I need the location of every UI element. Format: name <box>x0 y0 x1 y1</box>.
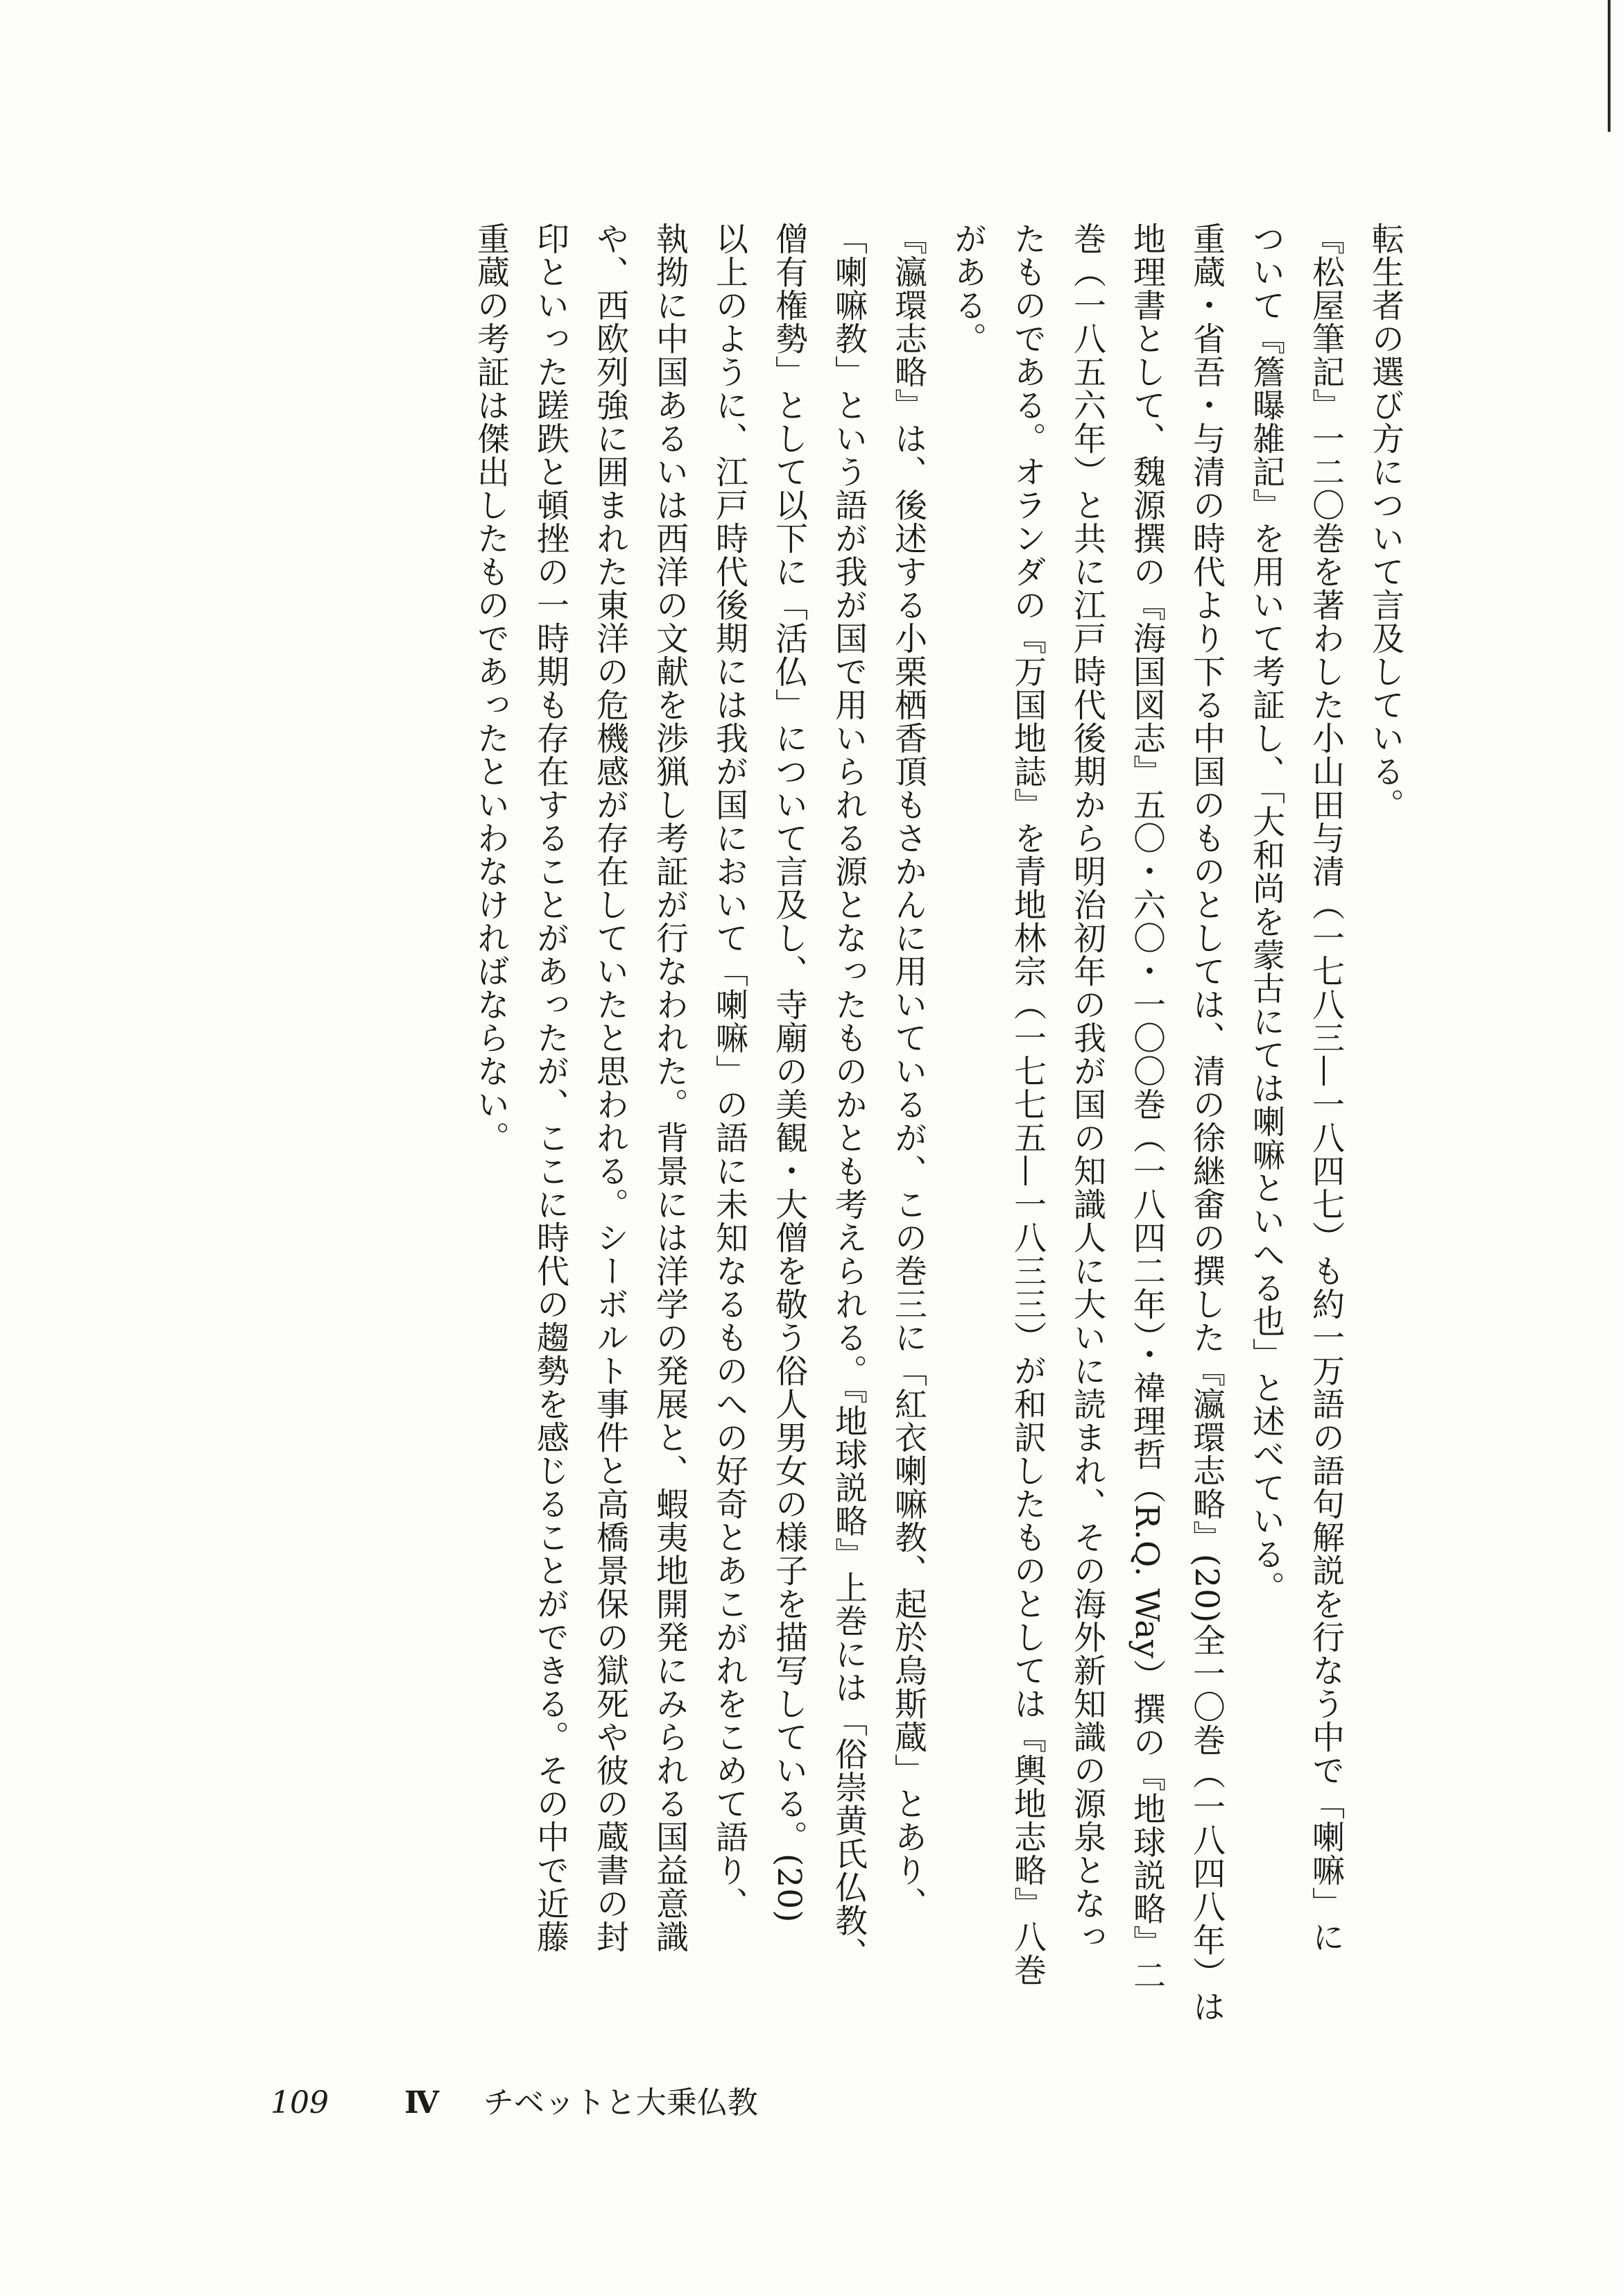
text-line: 印といった蹉跌と頓挫の一時期も存在することがあったが、ここに時代の趨勢を感じることができる。その中で近藤 <box>531 222 569 1953</box>
text-line: 僧有権勢」として以下に「活仏」について言及し、寺廟の美観・大僧を敬う俗人男女の様子を描写している。(20) <box>770 222 808 1924</box>
text-line: 執拗に中国あるいは西洋の文献を渉猟し考証が行なわれた。背景には洋学の発展と、蝦夷地開発にみられる国益意識 <box>651 222 689 1953</box>
text-line: ついて『簷曝雑記』を用いて考証し、「大和尚を蒙古にては喇嘛といへる也」と述べている。 <box>1247 222 1285 1604</box>
text-line: 重蔵の考証は傑出したものであったといわなければならない。 <box>472 222 510 1154</box>
text-line: 巻（一八五六年）と共に江戸時代後期から明治初年の我が国の知識人に大いに読まれ、その海外新知識の源泉となっ <box>1068 222 1106 1953</box>
text-line: たものである。オランダの『万国地誌』を青地林宗（一七七五—一八三三）が和訳したものとしては『輿地志略』八巻 <box>1008 222 1047 1987</box>
text-line: がある。 <box>949 222 987 355</box>
text-line: や、西欧列強に囲まれた東洋の危機感が存在していたと思われる。シーボルト事件と高橋景保の獄死や彼の蔵書の封 <box>591 222 629 1953</box>
chapter-title: チベットと大乗仏教 <box>483 2085 758 2121</box>
page-edge-shadow <box>1608 0 1611 132</box>
page-number: 109 <box>270 2085 329 2121</box>
chapter-number: Ⅳ <box>404 2085 439 2121</box>
text-line: 「喇嘛教」という語が我が国で用いられる源となったものかとも考えられる。『地球説略』上巻には「俗崇黄氏仏教、 <box>830 222 868 1971</box>
text-line: 『瀛環志略』は、後述する小栗栖香頂もさかんに用いているが、この巻三に「紅衣喇嘛教、起於烏斯蔵」とあり、 <box>889 222 927 1920</box>
page-footer <box>270 2077 758 2122</box>
text-line: 以上のように、江戸時代後期には我が国において「喇嘛」の語に未知なるものへの好奇とあこがれをこめて語り、 <box>710 222 748 1920</box>
body-text <box>461 222 1415 2023</box>
text-line: 地理書として、魏源撰の『海国図志』五〇・六〇・一〇〇巻（一八四二年）・禕理哲（R.Q. Way）撰の『地球説略』二 <box>1128 222 1166 1992</box>
text-line: 重蔵・省吾・与清の時代より下る中国のものとしては、清の徐継畬の撰した『瀛環志略』(20)全一〇巻（一八四八年）は <box>1187 222 1226 2023</box>
text-line: 『松屋筆記』一二〇巻を著わした小山田与清（一七八三—一八四七）も約一万語の語句解説を行なう中で「喇嘛」に <box>1307 222 1345 1953</box>
text-line: 転生者の選び方について言及している。 <box>1366 222 1405 821</box>
